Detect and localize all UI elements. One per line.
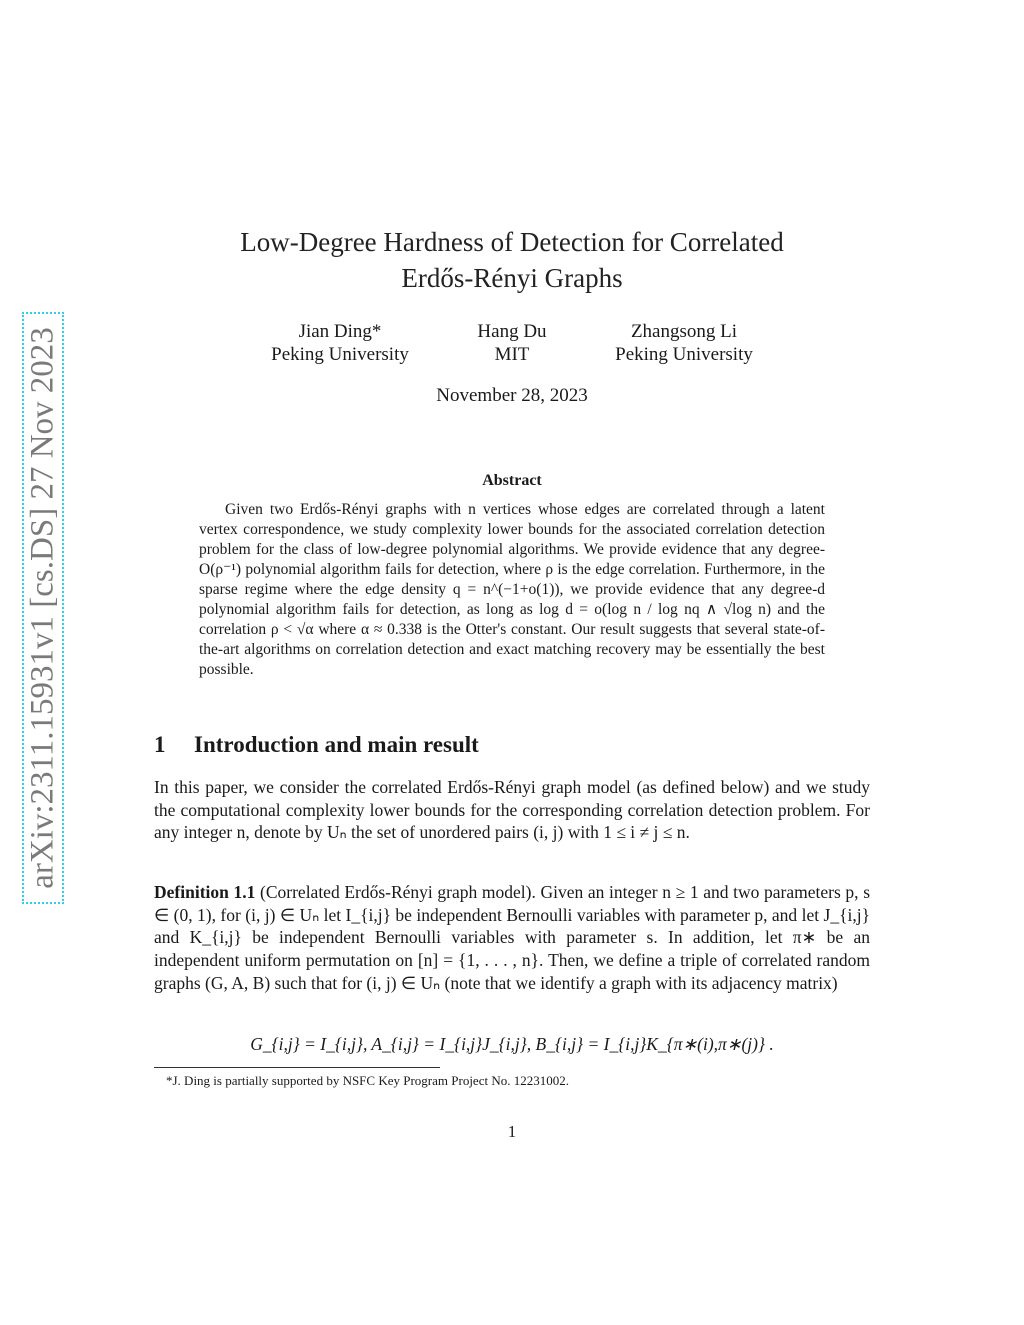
footnote-rule [154, 1067, 440, 1068]
author-name: Zhangsong Li [630, 321, 738, 342]
author-name: Hang Du [477, 321, 547, 342]
abstract-text: Given two Erdős-Rényi graphs with n vertices whose edges are correlated through a latent vertex correspondence, we study complexity lower bounds for the associated correlation detection problem for the class of low-degree polynomial algorithms. We provide evidence that any degree-O(ρ⁻¹) polynomial algorithm fails for detection, where ρ is the edge correlation. Furthermore, in the sparse regime where the edge density q = n^(−1+o(1)), we provide evidence that any degree-d polynomial algorithm fails for detection, as long as log d = o(log n / log nq ∧ √log n) and the correlation ρ < √α where α ≈ 0.338 is the Otter's constant. Our result suggests that several state-of-the-art algorithms on correlation detection and exact matching recovery may be essentially the best possible. [199, 501, 825, 678]
abstract-body [199, 500, 825, 680]
section-heading [154, 732, 479, 758]
definition-text: Given an integer n ≥ 1 and two parameters p, s ∈ (0, 1), for (i, j) ∈ Uₙ let I_{i,j} be independent Bernoulli variables with parameter p, and let J_{i,j} and K_{i,j} be independent Bernoulli variables with parameter s. In addition, let π∗ be an independent uniform permutation on [n] = {1, . . . , n}. Then, we define a triple of correlated random graphs (G, A, B) such that for (i, j) ∈ Uₙ (note that we identify a graph with its adjacency matrix) [154, 882, 870, 993]
author-block [596, 320, 772, 366]
equation: G_{i,j} = I_{i,j}, A_{i,j} = I_{i,j}J_{i,j}, B_{i,j} = I_{i,j}K_{π∗(i),π∗(j)} . [250, 1034, 774, 1054]
definition-name: (Correlated Erdős-Rényi graph model). [260, 882, 536, 902]
author-affiliation: Peking University [271, 344, 409, 365]
author-affiliation: Peking University [615, 344, 753, 365]
abstract-heading: Abstract [482, 472, 542, 489]
definition-label: Definition 1.1 [154, 882, 256, 902]
arxiv-identifier[interactable]: arXiv:2311.15931v1 [cs.DS] 27 Nov 2023 [24, 327, 61, 889]
intro-paragraph: In this paper, we consider the correlated Erdős-Rényi graph model (as defined below) and we study the computational complexity lower bounds for the corresponding correlation detection problem. For any integer n, denote by Uₙ the set of unordered pairs (i, j) with 1 ≤ i ≠ j ≤ n. [154, 777, 870, 843]
author-affiliation: MIT [494, 344, 530, 365]
section-title: Introduction and main result [194, 732, 479, 757]
page-number: 1 [507, 1122, 517, 1141]
paper-title-line2: Erdős-Rényi Graphs [401, 263, 623, 293]
intro-paragraph-block [154, 776, 870, 844]
author-name: Jian Ding* [298, 321, 382, 342]
definition-block [154, 881, 870, 995]
paper-title-line1: Low-Degree Hardness of Detection for Correlated [240, 227, 784, 257]
footnote: *J. Ding is partially supported by NSFC Key Program Project No. 12231002. [166, 1073, 569, 1088]
section-number: 1 [154, 732, 166, 757]
author-block [432, 320, 592, 366]
author-block [252, 320, 428, 366]
publication-date: November 28, 2023 [436, 385, 588, 406]
